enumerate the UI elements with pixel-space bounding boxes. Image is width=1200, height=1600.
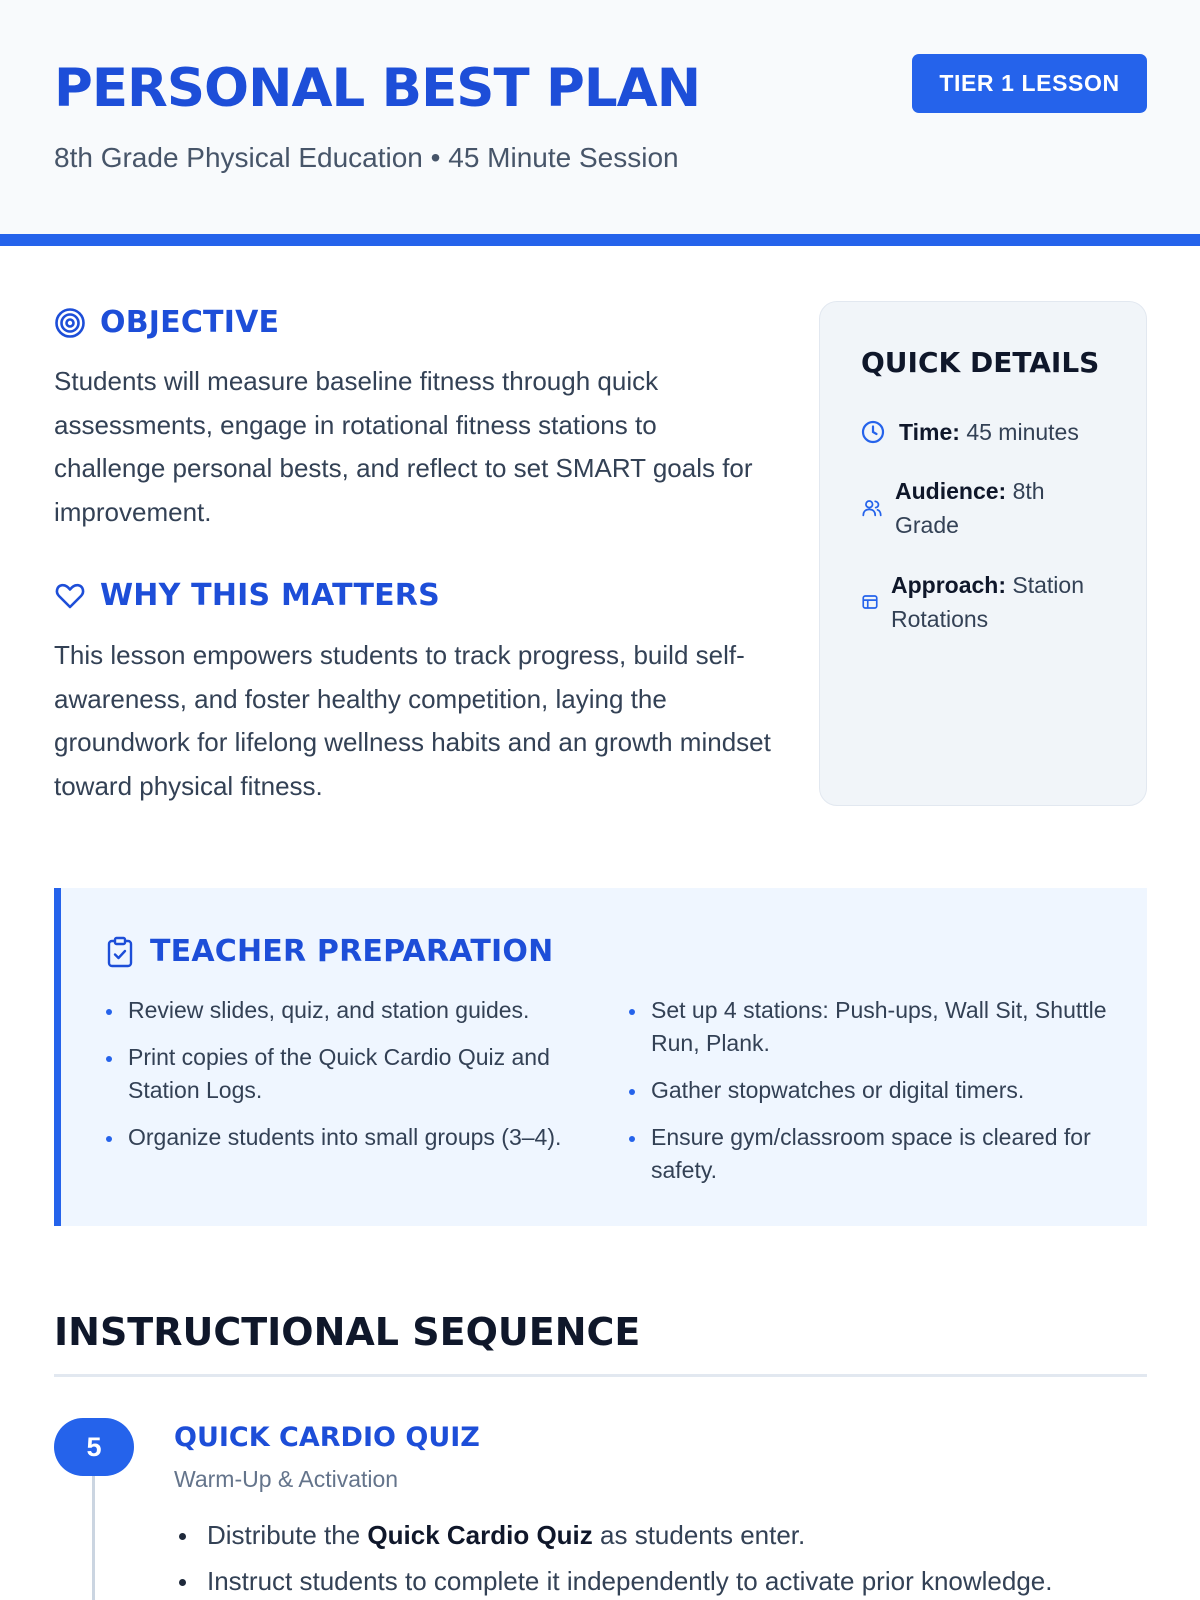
clock-icon (861, 420, 891, 444)
clipboard-check-icon (104, 936, 136, 968)
page-header (0, 0, 1200, 234)
step-timeline-line (92, 1476, 95, 1600)
page-title: PERSONAL BEST PLAN (54, 58, 701, 119)
users-icon (861, 497, 891, 519)
objective-heading (54, 305, 279, 340)
layout-icon (861, 593, 891, 611)
bullet-bold-text: Quick Cardio Quiz (367, 1520, 593, 1550)
step-number-badge: 5 (54, 1418, 134, 1476)
list-item: Organize students into small groups (3–4). (104, 1121, 584, 1154)
list-item: Ensure gym/classroom space is cleared for safety. (627, 1121, 1107, 1187)
step-subtitle: Warm-Up & Activation (174, 1466, 399, 1492)
list-item: Gather stopwatches or digital timers. (627, 1074, 1107, 1107)
quick-details-card (819, 301, 1147, 806)
step-bullets (174, 1512, 1154, 1600)
detail-audience-label: Audience: (895, 478, 1007, 504)
why-heading (54, 578, 440, 613)
sequence-divider (54, 1374, 1147, 1377)
heart-icon (54, 580, 86, 612)
bullet-text: Instruct students to complete it independently to activate prior knowledge. (207, 1566, 1053, 1596)
step-title: QUICK CARDIO QUIZ (174, 1422, 480, 1453)
sequence-heading: INSTRUCTIONAL SEQUENCE (54, 1310, 641, 1354)
target-icon (54, 307, 86, 339)
prep-list-left (104, 994, 584, 1168)
why-heading-text: WHY THIS MATTERS (100, 578, 440, 613)
prep-heading-text: TEACHER PREPARATION (150, 934, 554, 969)
detail-time (861, 415, 1111, 449)
teacher-preparation-panel (54, 888, 1147, 1226)
objective-heading-text: OBJECTIVE (100, 305, 280, 340)
list-item (174, 1558, 1154, 1600)
detail-approach-label: Approach: (891, 572, 1006, 598)
list-item: Review slides, quiz, and station guides. (104, 994, 584, 1027)
prep-heading (104, 934, 553, 969)
list-item (174, 1512, 1154, 1558)
detail-approach-value: Station Rotations (891, 572, 1084, 632)
bullet-text: as students enter. (592, 1520, 806, 1550)
detail-time-value: 45 minutes (966, 419, 1079, 445)
list-item: Set up 4 stations: Push-ups, Wall Sit, Shuttle Run, Plank. (627, 994, 1107, 1060)
detail-audience (861, 474, 1111, 542)
header-accent-bar (0, 234, 1200, 246)
detail-audience-value: 8th Grade (895, 478, 1045, 538)
quick-details-title: QUICK DETAILS (861, 346, 1100, 379)
bullet-text: Distribute the (207, 1520, 368, 1550)
list-item: Print copies of the Quick Cardio Quiz and Station Logs. (104, 1041, 584, 1107)
why-text: This lesson empowers students to track progress, build self-awareness, and foster healthy competition, laying the groundwork for lifelong wellness habits and an growth mindset toward physical fitness. (54, 640, 771, 801)
prep-list-right (627, 994, 1107, 1201)
objective-text: Students will measure baseline fitness through quick assessments, engage in rotational fitness stations to challenge personal bests, and reflect to set SMART goals for improvement. (54, 366, 753, 527)
detail-time-label: Time: (899, 419, 960, 445)
detail-approach (861, 568, 1111, 636)
page-subtitle: 8th Grade Physical Education • 45 Minute Session (54, 142, 679, 173)
tier-badge: TIER 1 LESSON (912, 54, 1147, 113)
